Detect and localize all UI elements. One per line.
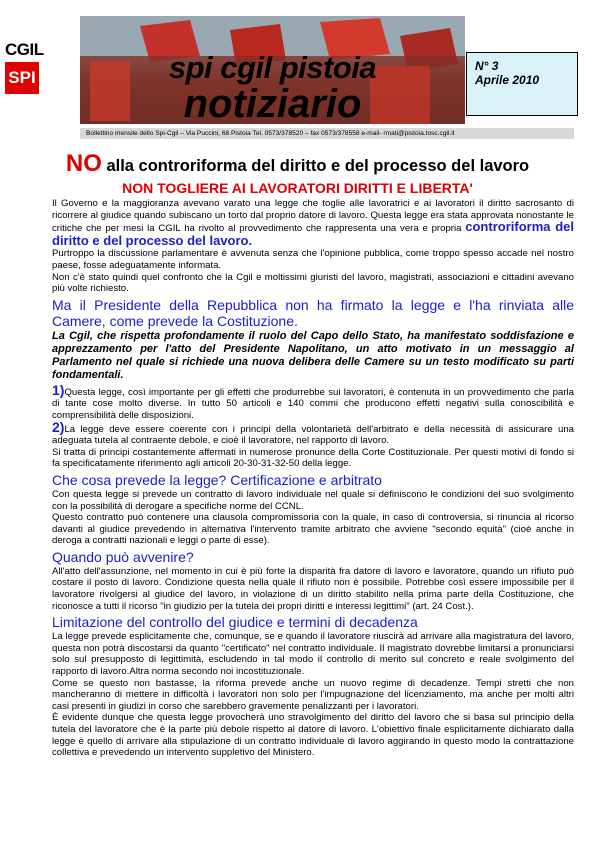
intro-emphasis: controriforma del diritto e del processo del lavoro. bbox=[52, 219, 574, 248]
when-paragraph: All'atto dell'assunzione, nel momento in cui è più forte la disparità fra datore di lavoro e lavoratore, quando un rifiuto può costare il posto di lavoro. Condizione questa nella quale il rifiuto non è possibile. Potrebbe così essere impossibile per il lavoratore rivolgersi al giudice del lavoro, in violazione di un diritto stabilito nella prima parte della Costituzione, che riconosce a tutti il ricorso "in giudizio per la tutela dei propri diritti e interessi legittimi" (art. 24 Cost.). bbox=[52, 565, 574, 612]
section-lead: La Cgil, che rispetta profondamente il ruolo del Capo dello Stato, ha manifestato soddisfazione e apprezzamento per l'atto del Presidente Napolitano, un atto motivato in un messaggio al Parlamento nel quale si richiede una nuova delibera delle Camere su un testo modificato su parti fondamentali. bbox=[52, 329, 574, 381]
issue-date: Aprile 2010 bbox=[475, 73, 540, 87]
section-title-limitation: Limitazione del controllo del giudice e termini di decadenza bbox=[52, 614, 418, 631]
point-1 bbox=[52, 381, 574, 422]
banner-subtitle: notiziario bbox=[183, 82, 362, 124]
intro-paragraph-3: Non c'è stato quindi quel confronto che la Cgil e moltissimi giuristi del lavoro, magistrati, associazioni e cittadini avevano più volte richiesto. bbox=[52, 271, 574, 295]
bulletin-info-line: Bollettino mensile dello Spi-Cgil – Via Puccini, 68 Pistoia Tel. 0573/378520 – fax 0573/378558 e-mail- rmati@pistoia.tosc.cgil.it bbox=[80, 128, 574, 139]
article-body bbox=[52, 198, 574, 759]
law-paragraph-2: Questo contratto può contenere una clausola compromissoria con la quale, in caso di controversia, si rinuncia al ricorso davanti al giudice prevedendo in alternativa l'intervento tramite arbitrato che avviene "secondo equità" (cioè anche in deroga a contratti nazionali e leggi o parte di esse). bbox=[52, 512, 574, 547]
intro-paragraph bbox=[52, 198, 574, 248]
section-title-when: Quando può avvenire? bbox=[52, 548, 194, 565]
header-banner bbox=[80, 16, 465, 124]
limitation-paragraph-3: È evidente dunque che questa legge provocherà uno stravolgimento del diritto del lavoro che si basa sul principio della tutela del lavoratore che è la parte più debole rispetto al datore di lavoro. L'obiettivo finale esplicitamente dichiarato dalla legge è quello di arrivare alla stipulazione di un contratto individuale di lavoro aggirando in questo modo la contrattazione collettiva e prevedendo un intervento suppletivo del Ministero. bbox=[52, 712, 574, 759]
law-paragraph-1: Con questa legge si prevede un contratto di lavoro individuale nel quale si definiscono le condizioni del suo svolgimento con la possibilità di derogare a specifiche norme del CCNL. bbox=[52, 488, 574, 512]
cgil-logo: CGIL bbox=[5, 40, 44, 59]
limitation-paragraph-1: La legge prevede esplicitamente che, comunque, se e quando il lavoratore riuscirà ad arrivare alla magistratura del lavoro, questa non potrà discostarsi da quanto "certificato" nel contratto individuale. Il magistrato dovrebbe limitarsi a pronunciarsi solo sul presupposto di legittimità, escludendo in tal modo il controllo di merito sul concreto e reale svolgimento del rapporto di lavoro.Altra norma secondo noi incostituzionale. bbox=[52, 631, 574, 678]
point-2-text: La legge deve essere coerente con i principi della volontarietà dell'arbitrato e della necessità di assicurare una adeguata tutela al contraente debole, e cioè il lavoratore, nel rapporto di lavoro. bbox=[52, 423, 574, 447]
point-2-number: 2) bbox=[52, 418, 65, 435]
spi-logo: SPI bbox=[5, 62, 39, 94]
intro-text: Il Governo e la maggioranza avevano varato una legge che toglie alle lavoratrici e ai lavoratori il diritto sacrosanto di ricorrere al giudice quando subiscano un torto dal proprio datore di lavoro. Questa legge era stata approvata nonostante le critiche che per mesi la CGIL ha rivolto al provvedimento che rappresenta una vera e propria bbox=[52, 198, 574, 235]
banner-title: spi cgil pistoia bbox=[168, 50, 377, 85]
subheadline: NON TOGLIERE AI LAVORATORI DIRITTI E LIBERTA' bbox=[122, 180, 473, 196]
intro-paragraph-2: Purtroppo la discussione parlamentare è avvenuta senza che l'opinione pubblica, come troppo spesso accade nel nostro paese, fosse adeguatamente informata. bbox=[52, 248, 574, 271]
section-title-law: Che cosa prevede la legge? Certificazione e arbitrato bbox=[52, 471, 382, 488]
point-1-text: Questa legge, così importante per gli effetti che produrrebbe sui lavoratori, è contenuta in un provvedimento che parla di tante cose molto diverse. In tutto 50 articoli e 140 commi che producono effetti negativi sulla conoscibilità e comprensibilità delle disposizioni. bbox=[52, 386, 574, 421]
headline-text: alla controriforma del diritto e del processo del lavoro bbox=[101, 157, 530, 175]
issue-number: N° 3 bbox=[475, 59, 499, 73]
issue-box bbox=[466, 52, 578, 116]
headline-no: NO bbox=[65, 150, 102, 177]
section-title-president: Ma il Presidente della Repubblica non ha firmato la legge e l'ha rinviata alle Camere, come prevede la Costituzione. bbox=[52, 296, 574, 329]
point-2-continuation: Si tratta di principi costantemente affermati in numerose pronunce della Corte Costituzionale. Per questi motivi di fondo si fa specificatamente riferimento agli articoli 20-30-31-32-50 della legge. bbox=[52, 446, 574, 470]
limitation-paragraph-2: Come se questo non bastasse, la riforma prevede anche un nuovo regime di decadenze. Tempi stretti che non mancheranno di mettere in difficoltà i lavoratori non solo per l'impugnazione del licenziamento, ma anche per molti altri casi presenti in giudizi in corso che sarebbero gravemente penalizzanti per i lavoratori. bbox=[52, 677, 574, 712]
main-headline bbox=[0, 150, 595, 178]
point-1-number: 1) bbox=[52, 381, 65, 398]
point-2 bbox=[52, 418, 574, 447]
